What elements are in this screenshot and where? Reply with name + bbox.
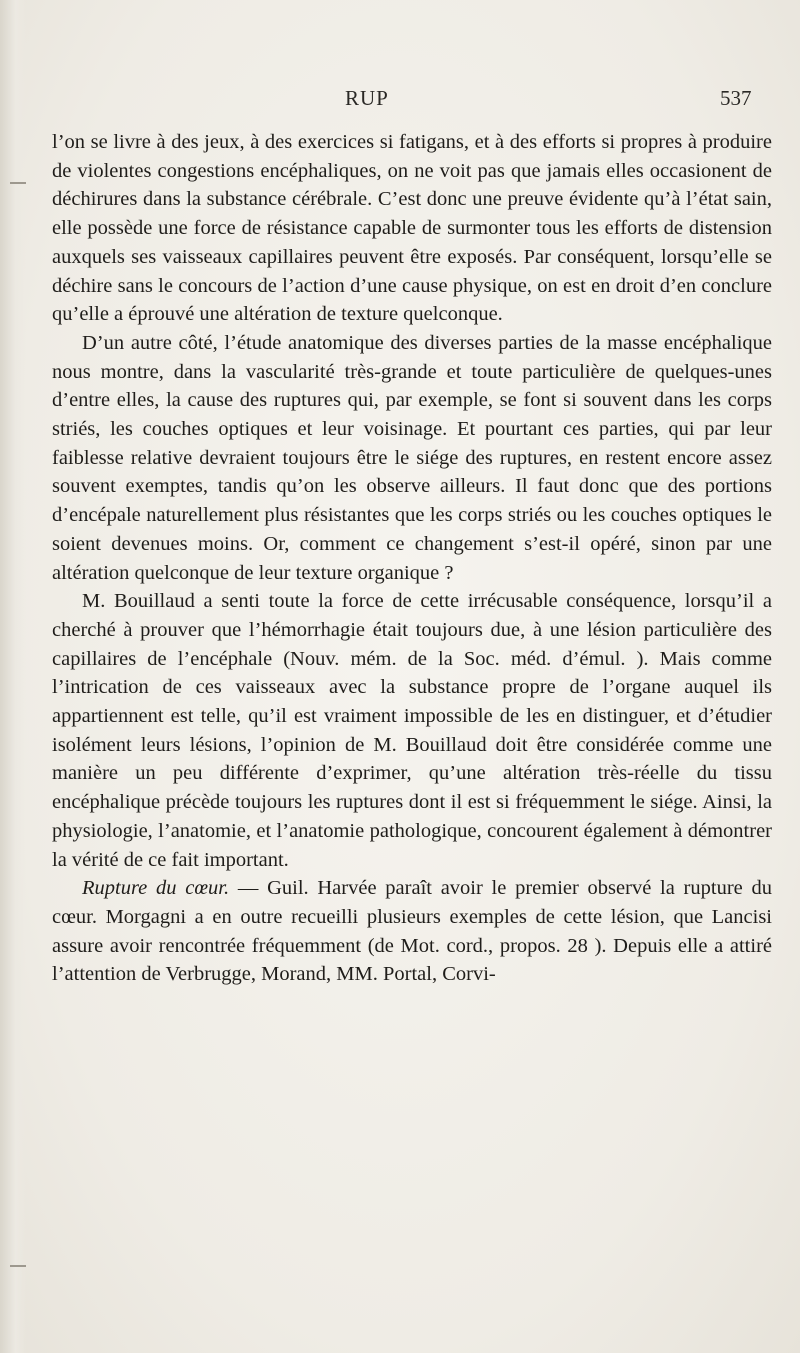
paragraph-text: — Guil. Harvée paraît avoir le premier observé la rupture du cœur. Morgagni a en outre recueilli plusieurs exemples de cette lésion, que Lancisi assure avoir rencontrée fréquemment (de Mot. cord., propos. 28 ). Depuis elle a attiré l’attention de Verbrugge, Morand, MM. Portal, Corvi- xyxy=(52,877,772,986)
paragraph-rupture-du-coeur xyxy=(52,874,772,989)
body-text xyxy=(52,128,772,989)
margin-mark xyxy=(10,1265,26,1267)
running-head: RUP xyxy=(345,86,389,110)
page-gutter-shadow xyxy=(0,0,26,1353)
paragraph: D’un autre côté, l’étude anatomique des diverses parties de la masse encéphalique nous montre, dans la vascularité très-grande et toute particulière de quelques-unes d’entre elles, la cause des ruptures qui, par exemple, se font si souvent dans les corps striés, les couches optiques et leur voisinage. Et pourtant ces parties, qui par leur faiblesse relative devraient toujours être le siége des ruptures, en restent encore assez souvent exemptes, tandis qu’on les observe ailleurs. Il faut donc que des portions d’encépale naturellement plus résistantes que les corps striés ou les couches optiques le soient devenues moins. Or, comment ce changement s’est-il opéré, sinon par une altération quelconque de leur texture organique ? xyxy=(52,331,772,584)
page-number: 537 xyxy=(720,86,752,110)
page-header xyxy=(0,86,800,116)
paragraph-continued: l’on se livre à des jeux, à des exercices si fatigans, et à des efforts si propres à produire de violentes congestions encéphaliques, on ne voit pas que jamais elles occasionent de déchirures dans la substance cérébrale. C’est donc une preuve évidente qu’à l’état sain, elle possède une force de résistance capable de surmonter tous les efforts de distension auxquels ses vaisseaux capillaires peuvent être exposés. Par conséquent, lorsqu’elle se déchire sans le concours de l’action d’une cause physique, on est en droit d’en conclure qu’elle a éprouvé une altération de texture quelconque. xyxy=(52,131,772,326)
section-run-in-heading: Rupture du cœur. xyxy=(82,877,230,900)
paragraph: M. Bouillaud a senti toute la force de cette irrécusable conséquence, lorsqu’il a cherché à prouver que l’hémorrhagie était toujours due, à une lésion particulière des capillaires de l’encéphale (Nouv. mém. de la Soc. méd. d’émul. ). Mais comme l’intrication de ces vaisseaux avec la substance propre de l’organe auquel ils appartiennent est telle, qu’il est vraiment impossible de les en distinguer, et d’étudier isolément leurs lésions, l’opinion de M. Bouillaud doit être considérée comme une manière un peu différente d’exprimer, qu’une altération très-réelle du tissu encéphalique précède toujours les ruptures dont il est si fréquemment le siége. Ainsi, la physiologie, l’anatomie, et l’anatomie pathologique, concourent également à démontrer la vérité de ce fait important. xyxy=(52,590,772,871)
margin-mark xyxy=(10,182,26,184)
